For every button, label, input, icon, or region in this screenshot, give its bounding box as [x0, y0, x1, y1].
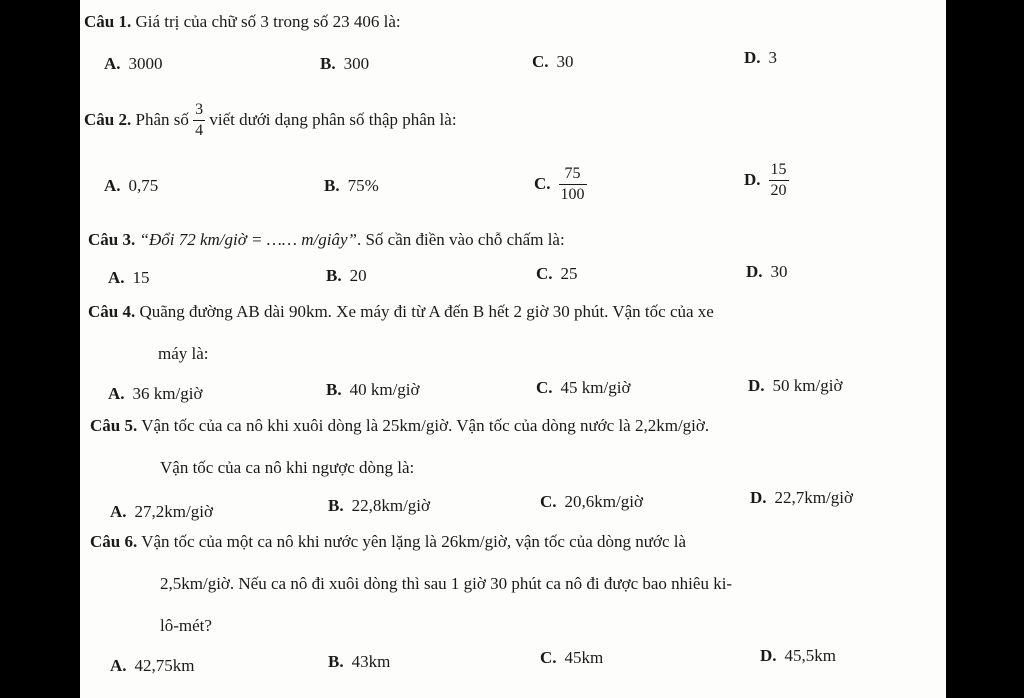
question-6: [90, 532, 686, 552]
question-text-italic: “Đổi 72 km/giờ = …… m/giây”: [139, 230, 357, 249]
option-a: A. 42,75km: [110, 656, 195, 675]
option-a: A. 15: [108, 268, 150, 287]
fraction-75-100: $\frac{75}{100}$: [560, 164, 585, 203]
option-a: A. 0,75: [104, 176, 159, 195]
option-d: D. 50 km/giờ: [748, 376, 843, 395]
option-c: C. $\frac{75}{100}$: [534, 164, 585, 203]
option-d: D. $\frac{15}{20}$: [744, 160, 787, 199]
worksheet-page: [80, 0, 946, 698]
question-3: [88, 230, 565, 250]
option-c: C. 45 km/giờ: [536, 378, 631, 397]
option-d: D. 3: [744, 48, 778, 67]
option-b: B. 43km: [328, 652, 391, 671]
question-5: [90, 416, 709, 436]
option-b: B. 20: [326, 266, 367, 285]
question-text-line1: Vận tốc của ca nô khi xuôi dòng là 25km/giờ. Vận tốc của dòng nước là 2,2km/giờ.: [141, 416, 710, 435]
question-2: [84, 94, 457, 146]
question-label: Câu 1.: [84, 12, 132, 31]
question-4: [88, 302, 714, 322]
option-a: A. 36 km/giờ: [108, 384, 203, 403]
question-label: Câu 6.: [90, 532, 138, 551]
question-label: Câu 2.: [84, 110, 132, 129]
question-text: Giá trị của chữ số 3 trong số 23 406 là:: [135, 12, 401, 31]
question-text-line1: Quãng đường AB dài 90km. Xe máy đi từ A đến B hết 2 giờ 30 phút. Vận tốc của xe: [139, 302, 714, 321]
option-d: D. 22,7km/giờ: [750, 488, 853, 507]
question-label: Câu 5.: [90, 416, 138, 435]
option-b: B. 75%: [324, 176, 379, 195]
option-c: C. 20,6km/giờ: [540, 492, 643, 511]
option-c: C. 45km: [540, 648, 604, 667]
fraction-15-20: $\frac{15}{20}$: [770, 160, 787, 199]
question-text-after: . Số cần điền vào chỗ chấm là:: [356, 230, 565, 249]
question-5-line2: Vận tốc của ca nô khi ngược dòng là:: [160, 458, 415, 477]
option-c: C. 30: [532, 52, 574, 71]
question-6-line3: lô-mét?: [160, 616, 212, 635]
option-b: B. 40 km/giờ: [326, 380, 420, 399]
question-label: Câu 4.: [88, 302, 136, 321]
fraction-3-4: $\frac{3}{4}$: [195, 100, 204, 139]
question-label: Câu 3.: [88, 230, 136, 249]
option-a: A. 27,2km/giờ: [110, 502, 213, 521]
question-text-after: viết dưới dạng phân số thập phân là:: [209, 110, 457, 129]
option-c: C. 25: [536, 264, 578, 283]
option-b: B. 22,8km/giờ: [328, 496, 431, 515]
option-b: B. 300: [320, 54, 370, 73]
option-d: D. 30: [746, 262, 788, 281]
question-6-line2: 2,5km/giờ. Nếu ca nô đi xuôi dòng thì sau 1 giờ 30 phút ca nô đi được bao nhiêu ki-: [160, 574, 733, 593]
question-text-line1: Vận tốc của một ca nô khi nước yên lặng là 26km/giờ, vận tốc của dòng nước là: [141, 532, 687, 551]
option-d: D. 45,5km: [760, 646, 837, 665]
question-1: [84, 12, 401, 32]
question-text-before: Phân số: [135, 110, 189, 129]
question-4-line2: máy là:: [158, 344, 209, 363]
option-a: A. 3000: [104, 54, 163, 73]
